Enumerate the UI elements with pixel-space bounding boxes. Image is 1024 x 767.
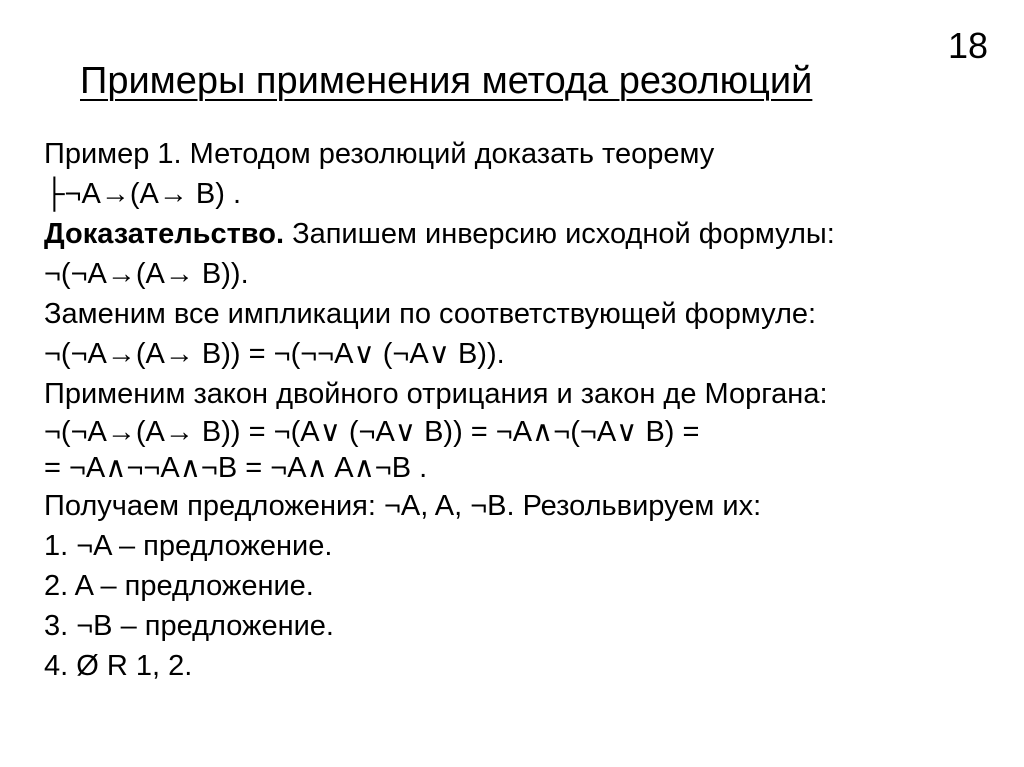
text-line: Получаем предложения: ¬A, A, ¬B. Резольвируем их: xyxy=(44,490,762,522)
slide-content xyxy=(44,134,1004,686)
text-line: Пример 1. Методом резолюций доказать теорему xyxy=(44,138,715,170)
text-line: Применим закон двойного отрицания и закон де Моргана: xyxy=(44,378,828,410)
transformed-formula: ¬(¬A→(A→ B)) = ¬(A∨ (¬A∨ B)) = ¬A∧¬(¬A∨ B) = xyxy=(44,416,700,448)
replaced-formula: ¬(¬A→(A→ B)) = ¬(¬¬A∨ (¬A∨ B)). xyxy=(44,338,505,370)
text-line: Заменим все импликации по соответствующей формуле: xyxy=(44,298,817,330)
proof-label: Доказательство. xyxy=(44,218,285,250)
list-item: 3. ¬B – предложение. xyxy=(44,610,334,642)
theorem-formula: ├¬A→(A→ B) . xyxy=(44,178,241,210)
slide-title: Примеры применения метода резолюций xyxy=(80,60,813,102)
list-item: 1. ¬A – предложение. xyxy=(44,530,333,562)
list-item: 4. Ø R 1, 2. xyxy=(44,650,193,682)
transformed-formula-cont: = ¬A∧¬¬A∧¬B = ¬A∧ A∧¬B . xyxy=(44,452,428,484)
page-number: 18 xyxy=(947,25,988,66)
proof-line xyxy=(44,214,1004,254)
proof-text: Запишем инверсию исходной формулы: xyxy=(284,218,835,250)
list-item: 2. A – предложение. xyxy=(44,570,314,602)
inversion-formula: ¬(¬A→(A→ B)). xyxy=(44,258,249,290)
